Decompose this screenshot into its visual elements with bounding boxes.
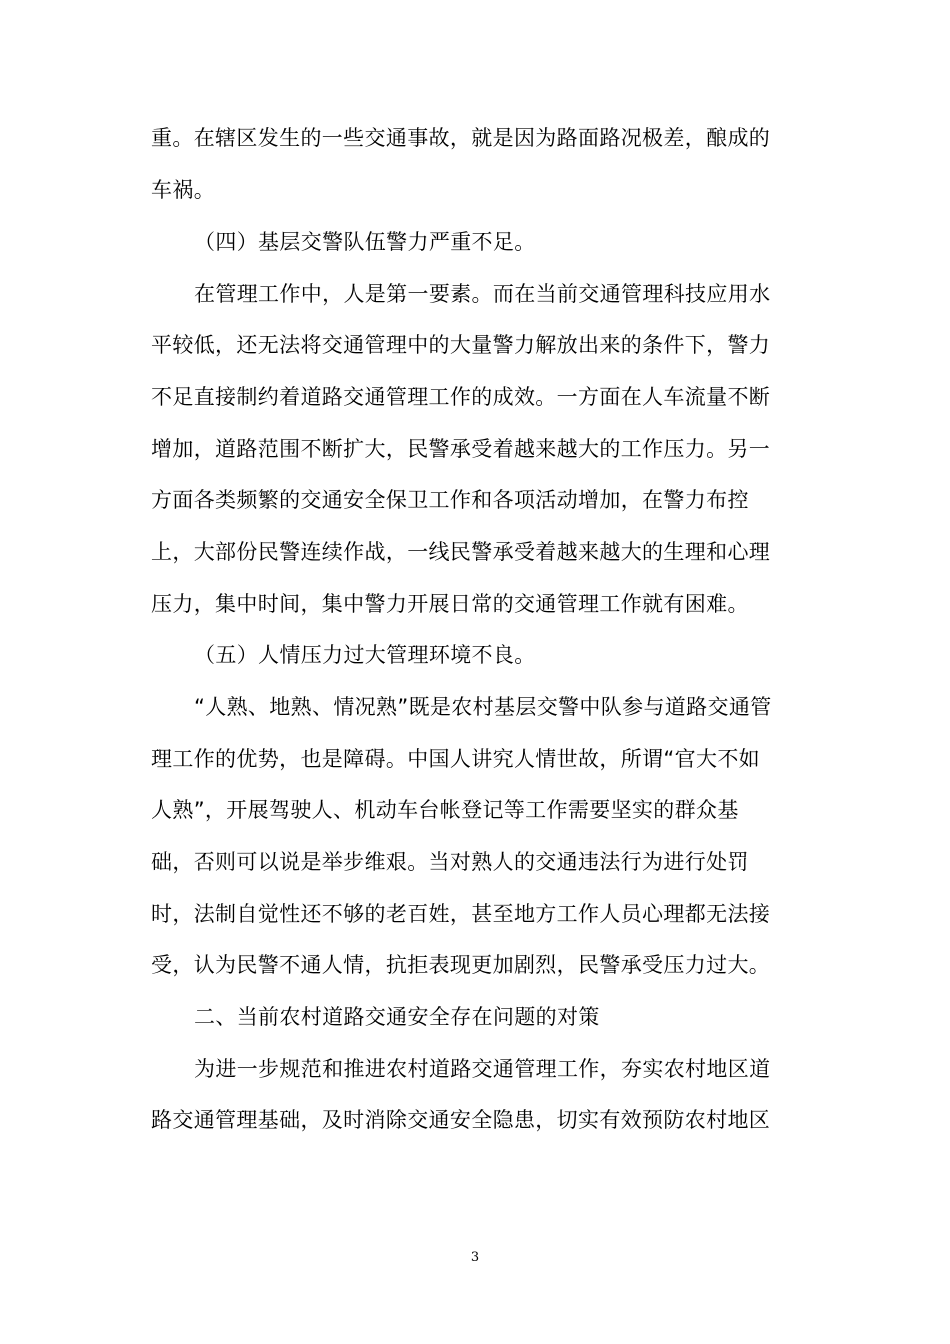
- text-line: 压力，集中时间，集中警力开展日常的交通管理工作就有困难。: [151, 592, 749, 616]
- text-line: 为进一步规范和推进农村道路交通管理工作，夯实农村地区道: [194, 1057, 771, 1081]
- text-line: 受，认为民警不通人情，抗拒表现更加剧烈，民警承受压力过大。: [151, 953, 771, 977]
- text-line: 时，法制自觉性还不够的老百姓，甚至地方工作人员心理都无法接: [151, 902, 771, 926]
- text-line: 础，否则可以说是举步维艰。当对熟人的交通违法行为进行处罚: [151, 850, 749, 874]
- page-number: 3: [470, 1250, 480, 1265]
- text-line: 方面各类频繁的交通安全保卫工作和各项活动增加，在警力布控: [151, 488, 749, 512]
- text-line: 车祸。: [151, 178, 216, 202]
- text-line: 理工作的优势，也是障碍。中国人讲究人情世故，所谓“官大不如: [151, 747, 761, 771]
- text-line: 重。在辖区发生的一些交通事故，就是因为路面路况极差，酿成的: [151, 126, 771, 150]
- text-line: 路交通管理基础，及时消除交通安全隐患，切实有效预防农村地区: [151, 1108, 771, 1132]
- text-line: 不足直接制约着道路交通管理工作的成效。一方面在人车流量不断: [151, 385, 771, 409]
- text-line: 人熟”，开展驾驶人、机动车台帐登记等工作需要坚实的群众基: [151, 798, 739, 822]
- text-line: 平较低，还无法将交通管理中的大量警力解放出来的条件下，警力: [151, 333, 771, 357]
- section-heading: 二、当前农村道路交通安全存在问题的对策: [194, 1005, 600, 1029]
- section-heading: （四）基层交警队伍警力严重不足。: [194, 230, 536, 254]
- text-line: “人熟、地熟、情况熟”既是农村基层交警中队参与道路交通管: [194, 695, 772, 719]
- text-line: 增加，道路范围不断扩大，民警承受着越来越大的工作压力。另一: [151, 437, 771, 461]
- text-line: 在管理工作中，人是第一要素。而在当前交通管理科技应用水: [194, 282, 771, 306]
- text-line: 上，大部份民警连续作战，一线民警承受着越来越大的生理和心理: [151, 540, 771, 564]
- section-heading: （五）人情压力过大管理环境不良。: [194, 643, 536, 667]
